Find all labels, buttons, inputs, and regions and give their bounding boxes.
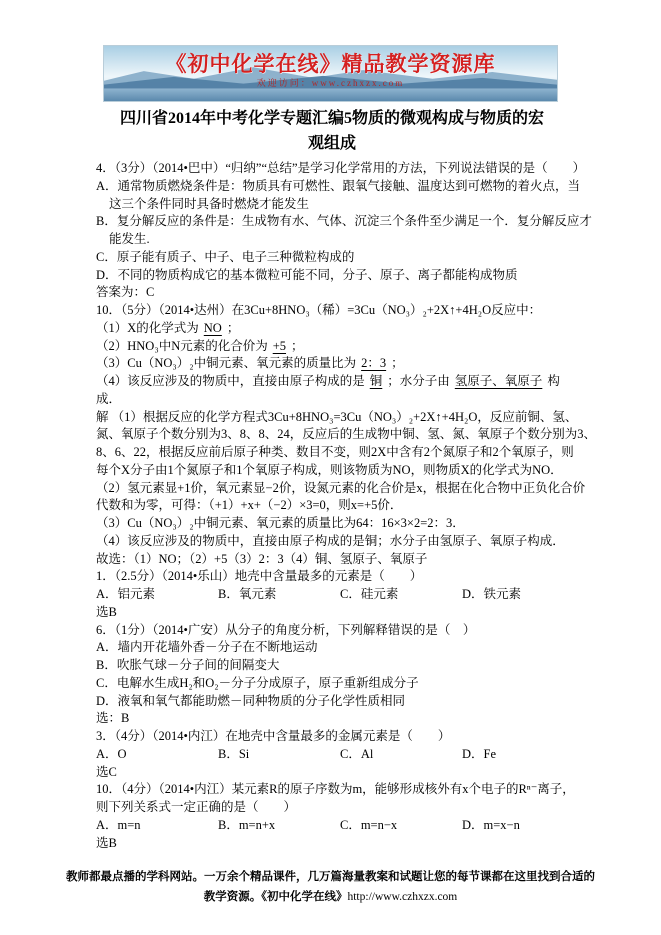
q10a-solution-conclusion: 故选：（1）NO；（2）+5（3）2：3（4）铜、氢原子、氧原子 xyxy=(96,551,428,566)
q3-option-c: C．Al xyxy=(340,746,374,761)
q10a-blank4-post1: 构 xyxy=(547,374,560,388)
q10b-option-a: A．m=n xyxy=(96,817,141,832)
q10a-blank2 xyxy=(96,338,568,356)
q10a-solution-line: 代数和为零，可得：（+1）+x+（−2）×3=0，则x=+5价． xyxy=(96,498,403,513)
q10a-solution-line: 每个X分子由1个氮原子和1个氧原子构成，则该物质为NO，则物质X的化学式为NO． xyxy=(96,462,563,477)
q4-option-b-line2: 能发生. xyxy=(109,232,150,246)
q1-options xyxy=(96,586,568,604)
q10b-answer: 选B xyxy=(96,835,117,850)
q10b-options xyxy=(96,817,568,835)
q6-option-a: A．墙内开花墙外香－分子在不断地运动 xyxy=(96,640,318,655)
q10a-blank4-wrap: 成． xyxy=(96,391,122,406)
q10a-blank2-answer: +5 xyxy=(272,338,287,353)
q10a-blank3-pre: （3）Cu（NO₃）₂中铜元素、氧元素的质量比为 xyxy=(96,356,357,371)
footer-note xyxy=(0,867,661,907)
q4-stem: 4．（3分）（2014•巴中）“归纳”“总结”是学习化学常用的方法，下列说法错误的是（ ） xyxy=(96,161,586,175)
q6-option-d: D．液氧和氧气都能助燃－同种物质的分子化学性质相同 xyxy=(96,693,406,708)
q10b-option-b: B．m=n+x xyxy=(218,817,276,832)
q4-option-a-line1: A．通常物质燃烧条件是：物质具有可燃性、跟氧气接触、温度达到可燃物的着火点，当 xyxy=(96,178,581,193)
document-title-line1: 四川省2014年中考化学专题汇编5物质的微观构成与物质的宏 xyxy=(119,110,544,127)
q10a-blank4-pre: （4）该反应涉及的物质中，直接由原子构成的是 xyxy=(96,374,365,388)
document-body xyxy=(96,106,597,852)
q10a-blank4-answer1: 铜 xyxy=(369,374,383,388)
q10a-blank1-post: ； xyxy=(226,320,240,335)
q4-option-d: D．不同的物质构成它的基本微粒可能不同，分子、原子、离子都能构成物质 xyxy=(96,267,518,282)
q10a-blank4-mid: ；水分子由 xyxy=(387,374,450,388)
q1-option-d: D．铁元素 xyxy=(462,587,522,601)
banner-text-block xyxy=(104,46,557,89)
q3-stem: 3．（4分）（2014•内江）在地壳中含量最多的金属元素是（ ） xyxy=(96,729,451,743)
q1-option-b: B．氧元素 xyxy=(218,587,277,601)
q10a-blank2-pre: （2）HNO₃中N元素的化合价为 xyxy=(96,338,268,353)
q4-option-c: C．原子能有质子、中子、电子三种微粒构成的 xyxy=(96,249,355,264)
q10a-blank4-answer2: 氢原子、氧原子 xyxy=(454,374,543,388)
q4-option-a-line2: 这三个条件同时具备时燃烧才能发生 xyxy=(109,196,310,211)
q10b-option-d: D．m=x−n xyxy=(462,817,520,832)
q1-option-a: A．铝元素 xyxy=(96,587,156,601)
q10a-blank4 xyxy=(96,373,568,391)
footer-line2 xyxy=(0,887,661,907)
q10a-blank3 xyxy=(96,355,568,373)
q4-answer: 答案为：C xyxy=(96,285,155,300)
document-title-line2: 观组成 xyxy=(307,135,356,152)
q1-answer: 选B xyxy=(96,604,117,619)
q10a-blank3-answer: 2：3 xyxy=(361,356,387,371)
q3-option-b: B．Si xyxy=(218,746,250,761)
q10b-stem-line2: 则下列关系式一定正确的是（ ） xyxy=(96,800,297,814)
q10a-solution-line: 解 （1）根据反应的化学方程式3Cu+8HNO₃=3Cu（NO₃）₂+2X↑+4H₂O，反应前铜、氢、 xyxy=(96,409,578,424)
q6-option-b: B．吹胀气球－分子间的间隔变大 xyxy=(96,658,280,672)
q10a-blank2-post: ； xyxy=(291,338,304,353)
q10a-blank1 xyxy=(96,320,568,338)
q1-option-c: C．硅元素 xyxy=(340,587,399,601)
banner-title: 《初中化学在线》精品教学资源库 xyxy=(165,52,496,76)
q10a-solution-line: （2）氢元素显+1价，氧元素显−2价，设氮元素的化合价是x，根据在化合物中正负化合价 xyxy=(96,480,586,495)
q3-answer: 选C xyxy=(96,764,117,779)
footer-line2-text: 教学资源。《初中化学在线》 xyxy=(203,891,348,903)
q6-option-c: C．电解水生成H₂和O₂－分子分成原子，原子重新组成分子 xyxy=(96,675,419,690)
q4-option-b-line1: B．复分解反应的条件是：生成物有水、气体、沉淀三个条件至少满足一个．复分解反应才 xyxy=(96,214,592,229)
header-banner xyxy=(103,45,558,102)
footer-line1: 教师都最点播的学科网站。一万余个精品课件，几万篇海量教案和试题让您的每节课都在这里找到合适的 xyxy=(66,871,595,883)
footer-link[interactable]: http://www.czhxzx.com xyxy=(347,891,458,903)
q10a-solution-line: 氮、氧原子个数分别为3、8、8、24，反应后的生成物中铜、氢、氮、氧原子个数分别为3、 xyxy=(96,427,597,442)
q6-answer: 选：B xyxy=(96,711,130,726)
q10a-stem: 10．（5分）（2014•达州）在3Cu+8HNO₃（稀）=3Cu（NO₃）₂+2X↑+4H₂O反应中： xyxy=(96,303,542,317)
q1-stem: 1．（2.5分）（2014•乐山）地壳中含量最多的元素是（ ） xyxy=(96,569,423,584)
q10a-solution-line: （3）Cu（NO₃）₂中铜元素、氧元素的质量比为64：16×3×2=2：3． xyxy=(96,516,465,530)
document-title xyxy=(96,106,568,156)
banner-subtitle: 欢迎访问：www.czhxzx.com xyxy=(256,78,405,88)
q3-option-d: D．Fe xyxy=(462,746,497,761)
q3-options xyxy=(96,746,568,764)
q10b-option-c: C．m=n−x xyxy=(340,817,398,832)
q10b-stem-line1: 10．（4分）（2014•内江）某元素R的原子序数为m，能够形成核外有x个电子的Rⁿ⁻离子， xyxy=(96,782,575,797)
q10a-solution-line: 8、6、22，根据反应前后原子种类、数目不变，则2X中含有2个氮原子和2个氧原子，则 xyxy=(96,445,574,459)
q3-option-a: A．O xyxy=(96,746,127,761)
q6-stem: 6．（1分）（2014•广安）从分子的角度分析，下列解释错误的是（ ） xyxy=(96,622,476,637)
q10a-blank1-answer: NO xyxy=(203,320,222,335)
q10a-blank3-post: ； xyxy=(391,356,404,371)
q10a-blank1-pre: （1）X的化学式为 xyxy=(96,320,199,335)
q10a-solution-line: （4）该反应涉及的物质中，直接由原子构成的是铜；水分子由氢原子、氧原子构成． xyxy=(96,533,565,548)
